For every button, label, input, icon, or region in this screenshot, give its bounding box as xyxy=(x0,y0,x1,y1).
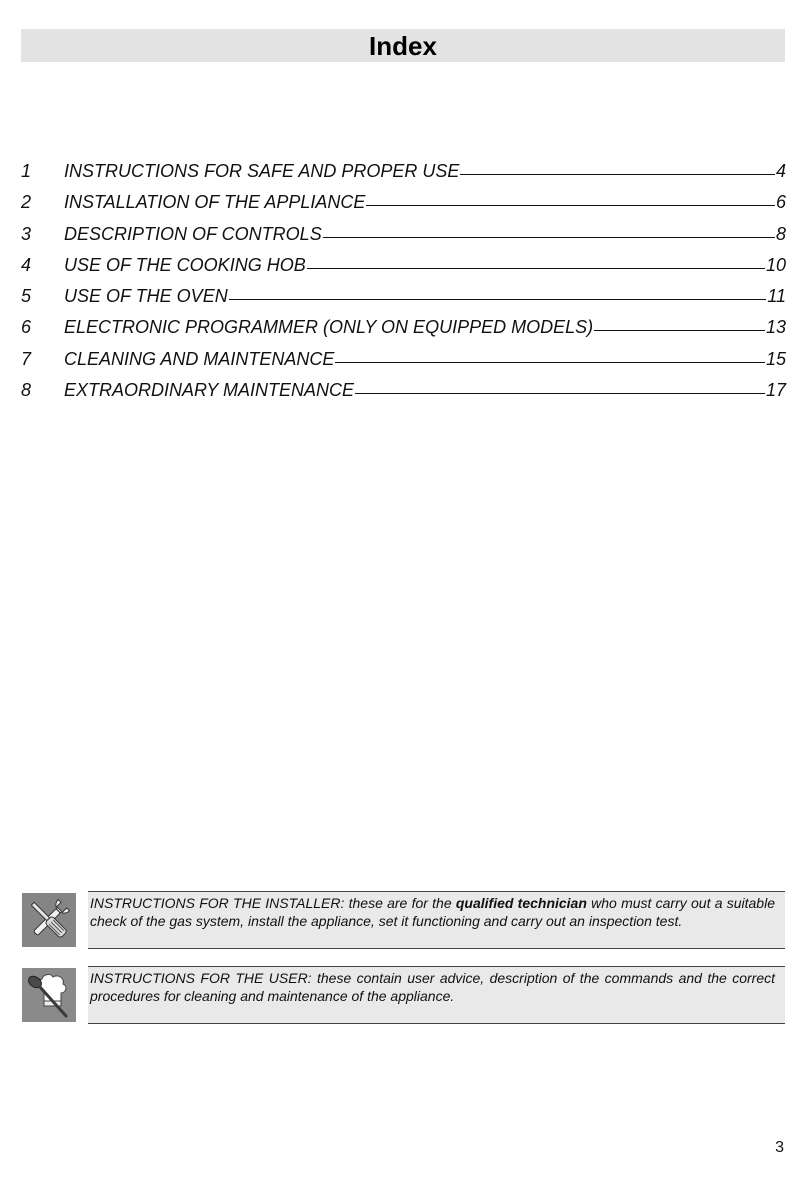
toc-row[interactable] xyxy=(21,192,786,223)
toc-row[interactable] xyxy=(21,317,786,348)
toc-page: 8 xyxy=(775,223,786,244)
toc-leader xyxy=(366,205,775,206)
toc-leader xyxy=(355,393,765,394)
toc-number: 3 xyxy=(21,223,32,244)
toc-title: CLEANING AND MAINTENANCE xyxy=(64,348,335,369)
chef-spoon-icon xyxy=(22,968,76,1022)
toc-number: 1 xyxy=(21,161,32,181)
page-number: 3 xyxy=(775,1139,784,1156)
toc-title: ELECTRONIC PROGRAMMER (ONLY ON EQUIPPED MODELS) xyxy=(64,317,594,338)
installer-text-end: who must carry out a suitable check of the gas system, install the appliance, set it functioning and carry out an inspection test. xyxy=(90,895,775,929)
toc-title: INSTRUCTIONS FOR SAFE AND PROPER USE xyxy=(64,161,460,181)
toc-page: 13 xyxy=(765,317,786,338)
toc-row[interactable] xyxy=(21,161,786,192)
toc-title: USE OF THE COOKING HOB xyxy=(64,254,306,275)
toc-leader xyxy=(323,237,775,238)
tools-icon xyxy=(22,893,76,947)
toc-number: 2 xyxy=(21,192,32,213)
toc-number: 6 xyxy=(21,317,32,338)
toc-number: 7 xyxy=(21,348,32,369)
toc-page: 4 xyxy=(775,161,786,181)
user-legend xyxy=(21,966,785,1024)
toc-row[interactable] xyxy=(21,255,786,286)
toc-number: 8 xyxy=(21,380,32,401)
user-legend-text: INSTRUCTIONS FOR THE USER: these contain user advice, description of the commands and the correct procedures for cleaning and maintenance of the appliance. xyxy=(88,966,785,1024)
toc-leader xyxy=(335,362,765,363)
installer-legend xyxy=(21,891,785,949)
toc-row[interactable] xyxy=(21,286,786,317)
toc-leader xyxy=(460,174,775,175)
toc-leader xyxy=(307,268,765,269)
toc-page: 17 xyxy=(765,380,786,401)
toc-number: 4 xyxy=(21,254,32,275)
toc-page: 6 xyxy=(775,192,786,213)
installer-text-bold: qualified technician xyxy=(455,895,587,911)
toc-page: 11 xyxy=(767,286,786,307)
toc-row[interactable] xyxy=(21,349,786,380)
toc-page: 15 xyxy=(765,348,786,369)
toc-leader xyxy=(594,330,765,331)
toc-leader xyxy=(229,299,767,300)
toc-row[interactable] xyxy=(21,224,786,255)
toc-row[interactable] xyxy=(21,380,786,411)
installer-text-start: INSTRUCTIONS FOR THE INSTALLER: these are for the xyxy=(90,895,456,911)
installer-legend-text xyxy=(88,891,785,949)
toc-title: EXTRAORDINARY MAINTENANCE xyxy=(64,380,355,401)
toc-title: USE OF THE OVEN xyxy=(64,286,228,307)
table-of-contents xyxy=(21,161,786,411)
toc-title: INSTALLATION OF THE APPLIANCE xyxy=(64,192,366,213)
toc-page: 10 xyxy=(765,254,786,275)
toc-title: DESCRIPTION OF CONTROLS xyxy=(64,223,322,244)
title-bar xyxy=(21,29,785,62)
toc-number: 5 xyxy=(21,286,32,307)
page-title: Index xyxy=(369,31,437,61)
